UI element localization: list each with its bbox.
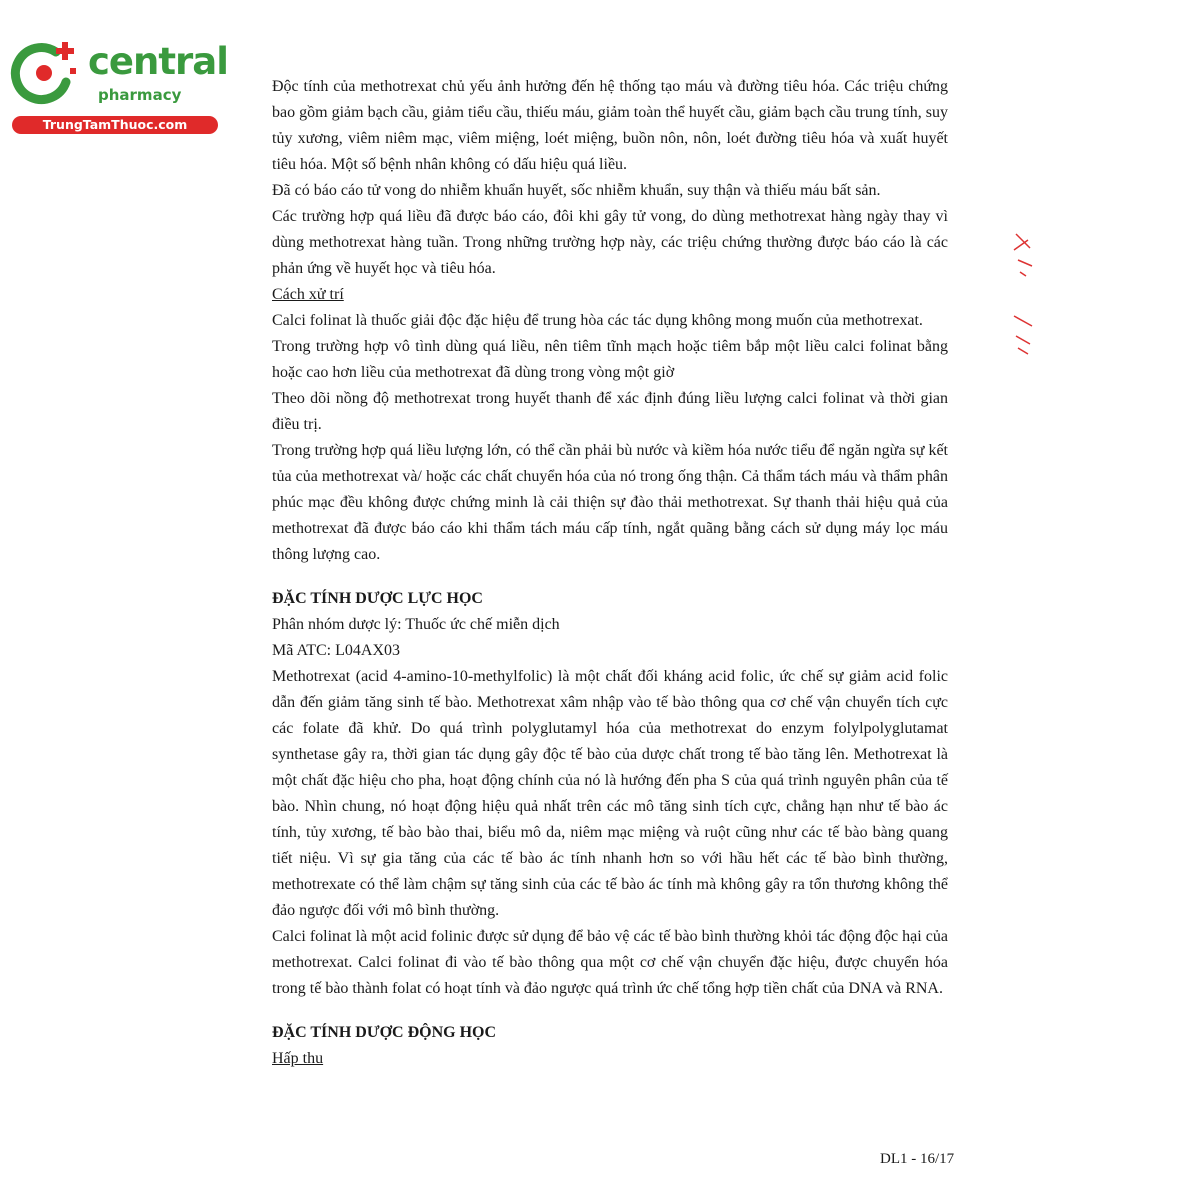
margin-initials-stamp (1008, 226, 1038, 366)
pharmacy-logo-icon (10, 38, 80, 108)
heading-pharmacodynamics: ĐẶC TÍNH DƯỢC LỰC HỌC (272, 590, 483, 607)
logo-site-url: TrungTamThuoc.com (12, 116, 218, 134)
paragraph-deaths: Đã có báo cáo tử vong do nhiễm khuẩn huyết, sốc nhiễm khuẩn, suy thận và thiếu máu bất sản. (272, 182, 881, 199)
paragraph-toxicity: Độc tính của methotrexat chủ yếu ảnh hưởng đến hệ thống tạo máu và đường tiêu hóa. Các triệu chứng bao gồm giảm bạch cầu, giảm tiểu cầu, thiếu máu, giảm toàn thể huyết cầu, giảm bạch cầu trung tính, suy tủy xương, viêm niêm mạc, viêm miệng, loét miệng, buồn nôn, nôn, loét đường tiêu hóa và xuất huyết tiêu hóa. Một số bệnh nhân không có dấu hiệu quá liều. (272, 78, 948, 173)
paragraph-accidental-overdose: Trong trường hợp vô tình dùng quá liều, nên tiêm tĩnh mạch hoặc tiêm bắp một liều calci folinat bằng hoặc cao hơn liều của methotrexat đã dùng trong vòng một giờ (272, 338, 948, 381)
paragraph-monitoring: Theo dõi nồng độ methotrexat trong huyết thanh để xác định đúng liều lượng calci folinat và thời gian điều trị. (272, 390, 948, 433)
paragraph-antidote: Calci folinat là thuốc giải độc đặc hiệu để trung hòa các tác dụng không mong muốn của methotrexat. (272, 312, 923, 329)
paragraph-atc-code: Mã ATC: L04AX03 (272, 642, 400, 659)
logo-brand-word: central (88, 40, 228, 83)
paragraph-pharmacologic-group: Phân nhóm dược lý: Thuốc ức chế miễn dịch (272, 616, 560, 633)
paragraph-overdose-cases: Các trường hợp quá liều đã được báo cáo, đôi khi gây tử vong, do dùng methotrexat hàng ngày thay vì dùng methotrexat hàng tuần. Trong những trường hợp này, các triệu chứng thường được báo cáo là các phản ứng về huyết học và tiêu hóa. (272, 208, 948, 277)
paragraph-calci-folinat: Calci folinat là một acid folinic được sử dụng để bảo vệ các tế bào bình thường khỏi tác động độc hại của methotrexat. Calci folinat đi vào tế bào thông qua một cơ chế vận chuyển đặc hiệu, được chuyển hóa trong tế bào thành folat có hoạt tính và đảo ngược quá trình ức chế tổng hợp tiền chất của DNA và RNA. (272, 928, 948, 997)
paragraph-large-overdose: Trong trường hợp quá liều lượng lớn, có thể cần phải bù nước và kiềm hóa nước tiểu để ngăn ngừa sự kết tủa của methotrexat và/ hoặc các chất chuyển hóa của nó trong ống thận. Cả thẩm tách máu và thẩm phân phúc mạc đều không được chứng minh là cải thiện sự đào thải methotrexat. Sự thanh thải hiệu quả của methotrexat đã được báo cáo khi thẩm tách máu cấp tính, ngắt quãng bằng cách sử dụng máy lọc máu thông lượng cao. (272, 442, 948, 563)
heading-pharmacokinetics: ĐẶC TÍNH DƯỢC ĐỘNG HỌC (272, 1024, 497, 1041)
subheading-management: Cách xử trí (272, 286, 344, 303)
paragraph-mechanism: Methotrexat (acid 4-amino-10-methylfolic) là một chất đối kháng acid folic, ức chế sự giảm acid folic dẫn đến giảm tăng sinh tế bào. Methotrexat xâm nhập vào tế bào thông qua cơ chế vận chuyển tích cực các folate đã khử. Do quá trình polyglutamyl hóa của methotrexat do enzym folylpolyglutamat synthetase gây ra, thời gian tác dụng gây độc tế bào của dược chất trong tế bào tăng lên. Methotrexat là một chất đặc hiệu cho pha, hoạt động chính của nó là hướng đến pha S của quá trình nguyên phân của tế bào. Nhìn chung, nó hoạt động hiệu quả nhất trên các mô tăng sinh tích cực, chẳng hạn như tế bào ác tính, tủy xương, tế bào bào thai, biểu mô da, niêm mạc miệng và ruột cũng như các tế bào bàng quang tiết niệu. Vì sự gia tăng của các tế bào ác tính nhanh hơn so với hầu hết các tế bào bình thường, methotrexate có thể làm chậm sự tăng sinh của các tế bào ác tính mà không gây ra tổn thương không thể đảo ngược đối với mô bình thường. (272, 668, 948, 919)
logo-brand-sub: pharmacy (98, 86, 182, 104)
subheading-absorption: Hấp thu (272, 1050, 324, 1067)
central-pharmacy-logo (10, 38, 228, 138)
page-number-label: DL1 - 16/17 (880, 1151, 955, 1167)
document-body (272, 74, 948, 1072)
